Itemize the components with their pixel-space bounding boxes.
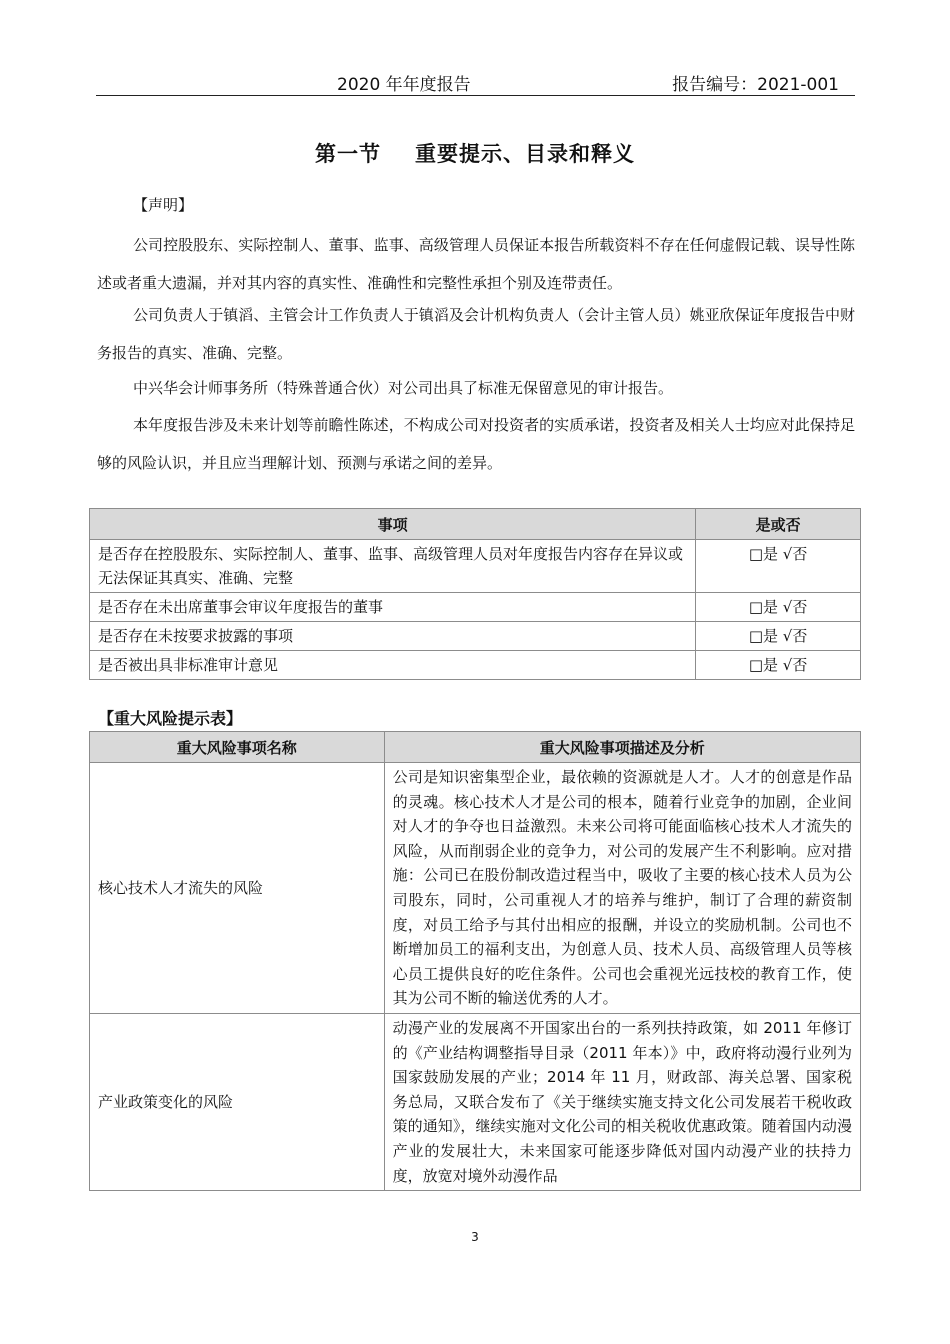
matter-item: 是否被出具非标准审计意见 <box>90 651 696 680</box>
risk-table <box>89 731 861 1191</box>
table-header-row <box>90 732 861 763</box>
column-header: 重大风险事项描述及分析 <box>384 732 860 763</box>
paragraph-guarantee: 公司控股股东、实际控制人、董事、监事、高级管理人员保证本报告所载资料不存在任何虚假记载、误导性陈述或者重大遗漏，并对其内容的真实性、准确性和完整性承担个别及连带责任。 <box>97 236 855 292</box>
matter-item: 是否存在未出席董事会审议年度报告的董事 <box>90 593 696 622</box>
report-title: 2020 年年度报告 <box>337 75 471 95</box>
section-name: 重要提示、目录和释义 <box>415 142 635 166</box>
column-header: 重大风险事项名称 <box>90 732 385 763</box>
risk-name: 核心技术人才流失的风险 <box>90 763 385 1014</box>
page-number: 3 <box>471 1230 479 1244</box>
paragraph-auditor: 中兴华会计师事务所（特殊普通合伙）对公司出具了标准无保留意见的审计报告。 <box>133 379 674 397</box>
table-row <box>90 1013 861 1190</box>
matter-answer: □是 √否 <box>696 622 861 651</box>
section-title <box>0 138 950 168</box>
paragraph-responsible-persons: 公司负责人于镇滔、主管会计工作负责人于镇滔及会计机构负责人（会计主管人员）姚亚欣保证年度报告中财务报告的真实、准确、完整。 <box>97 306 855 362</box>
table-row <box>90 593 861 622</box>
matter-answer: □是 √否 <box>696 540 861 593</box>
matters-table <box>89 508 861 680</box>
matter-item: 是否存在未按要求披露的事项 <box>90 622 696 651</box>
table-row <box>90 622 861 651</box>
section-number: 第一节 <box>315 142 381 166</box>
column-header: 事项 <box>90 509 696 540</box>
table-header-row <box>90 509 861 540</box>
risk-table-heading: 【重大风险提示表】 <box>98 709 243 728</box>
column-header: 是或否 <box>696 509 861 540</box>
declaration-heading: 【声明】 <box>133 196 194 214</box>
risk-description: 动漫产业的发展离不开国家出台的一系列扶持政策，如 2011 年修订的《产业结构调整指导目录（2011 年本）》中，政府将动漫行业列为国家鼓励发展的产业；2014 年 11 月，财政部、海关总署、国家税务总局，又联合发布了《关于继续实施支持文化公司发展若干税收政策的通知》，继续实施对文化公司的相关税收优惠政策。随着国内动漫产业的发展壮大，未来国家可能逐步降低对国内动漫产业的扶持力度，放宽对境外动漫作品 <box>384 1013 860 1190</box>
paragraph-forward-looking: 本年度报告涉及未来计划等前瞻性陈述，不构成公司对投资者的实质承诺，投资者及相关人士均应对此保持足够的风险认识，并且应当理解计划、预测与承诺之间的差异。 <box>97 416 855 472</box>
table-row <box>90 540 861 593</box>
table-row <box>90 763 861 1014</box>
matter-answer: □是 √否 <box>696 593 861 622</box>
page-header <box>96 70 855 96</box>
risk-name: 产业政策变化的风险 <box>90 1013 385 1190</box>
matter-answer: □是 √否 <box>696 651 861 680</box>
report-number: 报告编号：2021-001 <box>672 75 839 95</box>
risk-description: 公司是知识密集型企业，最依赖的资源就是人才。人才的创意是作品的灵魂。核心技术人才是公司的根本，随着行业竞争的加剧，企业间对人才的争夺也日益激烈。未来公司将可能面临核心技术人才流失的风险，从而削弱企业的竞争力，对公司的发展产生不利影响。应对措施：公司已在股份制改造过程当中，吸收了主要的核心技术人员为公司股东，同时，公司重视人才的培养与维护，制订了合理的薪资制度，对员工给予与其付出相应的报酬，并设立的奖励机制。公司也不断增加员工的福利支出，为创意人员、技术人员、高级管理人员等核心员工提供良好的吃住条件。公司也会重视光远技校的教育工作，使其为公司不断的输送优秀的人才。 <box>384 763 860 1014</box>
matter-item: 是否存在控股股东、实际控制人、董事、监事、高级管理人员对年度报告内容存在异议或无法保证其真实、准确、完整 <box>90 540 696 593</box>
table-row <box>90 651 861 680</box>
